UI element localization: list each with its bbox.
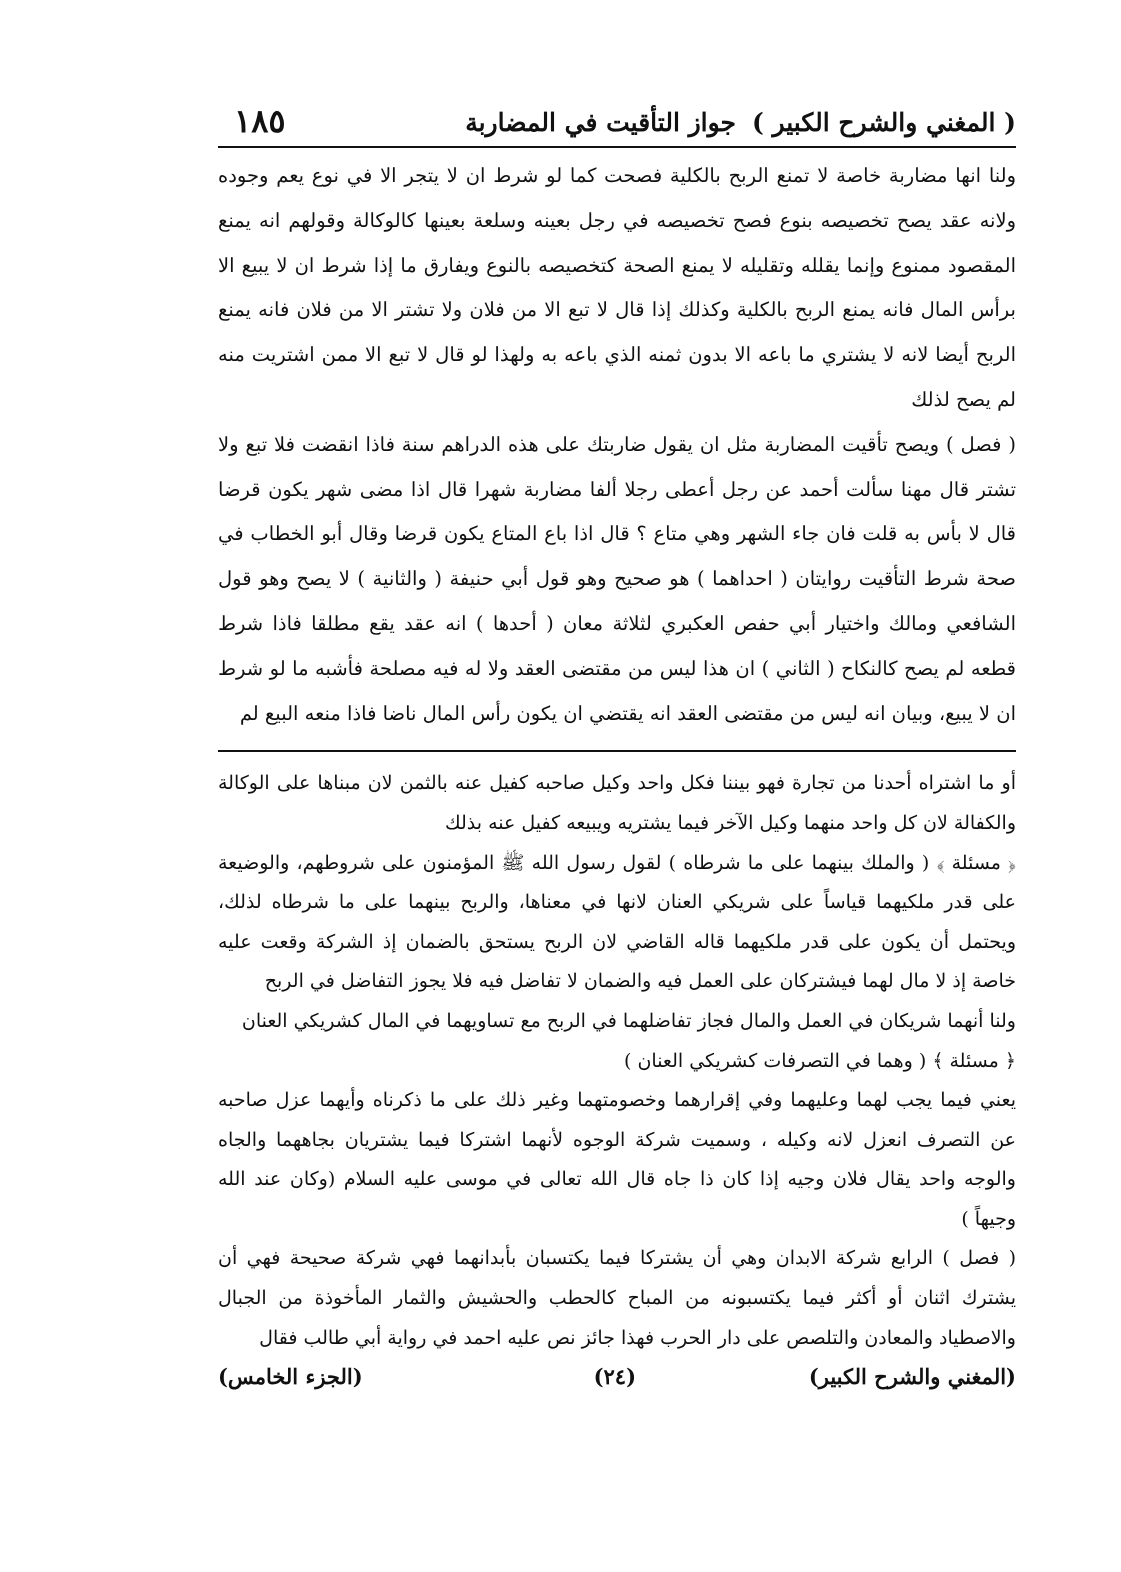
header-topic: جواز التأقيت في المضاربة (465, 108, 736, 137)
commentary-paragraph: ولنا أنهما شريكان في العمل والمال فجاز تفاضلهما في الربح مع تساويهما في المال كشريكي العنان (241, 1009, 1016, 1032)
footer-volume: (الجزء الخامس) (218, 1364, 363, 1390)
commentary-paragraph: ( فصل ) الرابع شركة الابدان وهي أن يشتركا فيما يكتسبان بأبدانهما فهي شركة صحيحة فهي أن يشترك اثنان أو أكثر فيما يكتسبونه من المباح كالحطب والحشيش والثمار المأخوذة من الجبال والاصطياد والمعادن والتلصص على دار الحرب فهذا جائز نص عليه احمد في رواية أبي طالب فقال (218, 1247, 1016, 1349)
page-footer (218, 1362, 1016, 1402)
main-paragraph: ولنا انها مضاربة خاصة لا تمنع الربح بالكلية فصحت كما لو شرط ان لا يتجر الا في نوع يعم وجوده ولانه عقد يصح تخصيصه بنوع فصح تخصيصه في رجل بعينه وسلعة بعينها كالوكالة وقولهم انه يمنع المقصود ممنوع وإنما يقلله وتقليله لا يمنع الصحة كتخصيصه بالنوع ويفارق ما إذا شرط ان لا يبيع الا برأس المال فانه يمنع الربح بالكلية وكذلك إذا قال لا تبع الا من فلان ولا تشتر الا من فلان فانه يمنع الربح أيضا لانه لا يشتري ما باعه الا بدون ثمنه الذي باعه به ولهذا لو قال لا تبع الا ممن اشتريت منه لم يصح لذلك (218, 164, 1016, 411)
book-page (218, 100, 1016, 1480)
header-book-title: ( المغني والشرح الكبير ) (751, 108, 1016, 137)
running-header (218, 100, 1016, 148)
commentary-paragraph: يعني فيما يجب لهما وعليهما وفي إقرارهما وخصومتهما وغير ذلك على ما ذكرناه وأيهما عزل صاحبه عن التصرف انعزل لانه وكيله ، وسميت شركة الوجوه لأنهما اشتركا فيما يشتريان بجاههما والجاه والوجه واحد يقال فلان وجيه إذا كان ذا جاه قال الله تعالى في موسى عليه السلام (وكان عند الله وجيهاً ) (218, 1089, 1016, 1230)
commentary-paragraph: ﴿ مسئلة ﴾ ( والملك بينهما على ما شرطاه ) لقول رسول الله ﷺ المؤمنون على شروطهم، والوضيعة على قدر ملكيهما قياساً على شريكي العنان لانها في معناها، والربح بينهما على ما شرطاه لذلك، ويحتمل أن يكون على قدر ملكيهما قاله القاضي لان الربح يستحق بالضمان إذ الشركة وقعت عليه خاصة إذ لا مال لهما فيشتركان على العمل فيه والضمان لا تفاضل فيه فلا يجوز التفاضل في الربح (218, 851, 1016, 993)
main-paragraph: ( فصل ) ويصح تأقيت المضاربة مثل ان يقول ضاربتك على هذه الدراهم سنة فاذا انقضت فلا تبع ولا تشتر قال مهنا سألت أحمد عن رجل أعطى رجلا ألفا مضاربة شهرا قال اذا مضى شهر يكون قرضا قال لا بأس به قلت فان جاء الشهر وهي متاع ؟ قال اذا باع المتاع يكون قرضا وقال أبو الخطاب في صحة شرط التأقيت روايتان ( احداهما ) هو صحيح وهو قول أبي حنيفة ( والثانية ) لا يصح وهو قول الشافعي ومالك واختيار أبي حفص العكبري لثلاثة معان ( أحدها ) انه عقد يقع مطلقا فاذا شرط قطعه لم يصح كالنكاح ( الثاني ) ان هذا ليس من مقتضى العقد ولا له فيه مصلحة فأشبه ما لو شرط ان لا يبيع، وبيان انه ليس من مقتضى العقد انه يقتضي ان يكون رأس المال ناضا فاذا منعه البيع لم (218, 432, 1016, 725)
commentary-paragraph: ﴿ مسئلة ﴾ ( وهما في التصرفات كشريكي العنان ) (624, 1049, 1016, 1072)
page-number: ١٨٥ (234, 102, 286, 140)
footer-signature: (٢٤) (593, 1364, 636, 1390)
commentary-text (218, 764, 1016, 1358)
commentary-paragraph: أو ما اشتراه أحدنا من تجارة فهو بيننا فكل واحد وكيل صاحبه كفيل عنه بالثمن لان مبناها على الوكالة والكفالة لان كل واحد منهما وكيل الآخر فيما يشتريه ويبيعه كفيل عنه بذلك (218, 772, 1016, 834)
footer-book-title: (المغني والشرح الكبير) (808, 1364, 1016, 1390)
main-text (218, 154, 1016, 736)
section-divider (218, 750, 1016, 752)
